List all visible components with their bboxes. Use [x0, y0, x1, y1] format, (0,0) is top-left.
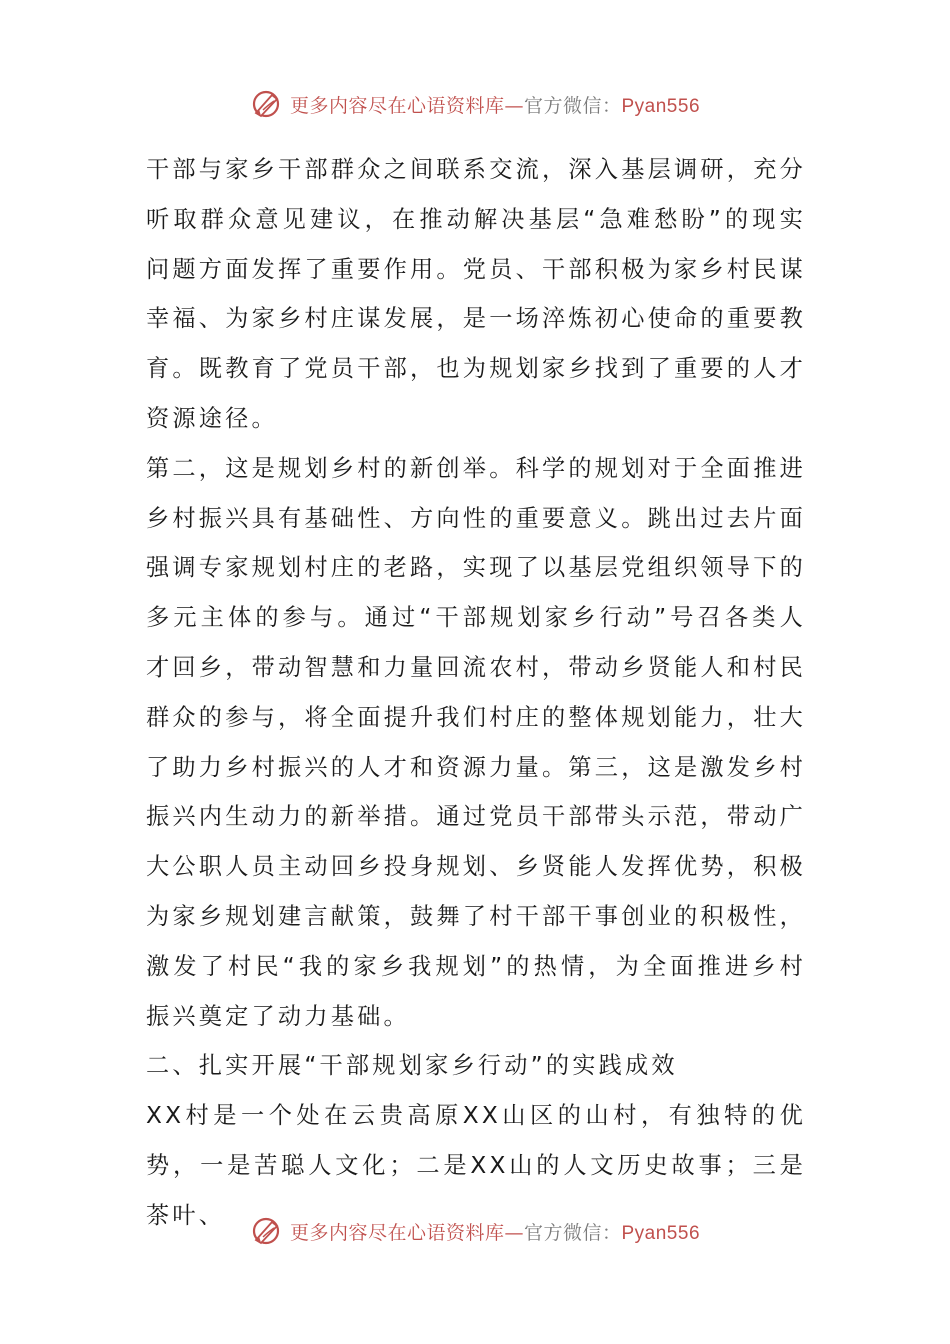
watermark-id: Pyan556 [621, 1222, 701, 1244]
pen-logo-icon [250, 87, 284, 121]
header-watermark [0, 84, 950, 124]
watermark-dash: — [504, 94, 524, 117]
watermark-text [290, 1218, 700, 1245]
watermark-text [290, 91, 700, 118]
watermark-id: Pyan556 [621, 95, 701, 117]
section-heading: 二、扎实开展“干部规划家乡行动”的实践成效 [146, 1052, 678, 1080]
watermark-main: 更多内容尽在心语资料库 [289, 94, 505, 117]
watermark-dash: — [504, 1221, 524, 1244]
document-body [146, 145, 806, 1241]
paragraph: 干部与家乡干部群众之间联系交流，深入基层调研，充分听取群众意见建议，在推动解决基层“急难愁盼”的现实问题方面发挥了重要作用。党员、干部积极为家乡村民谋幸福、为家乡村庄谋发展，是一场淬炼初心使命的重要教育。既教育了党员干部，也为规划家乡找到了重要的人才资源途径。 [146, 156, 806, 432]
paragraph: 第二，这是规划乡村的新创举。科学的规划对于全面推进乡村振兴具有基础性、方向性的重要意义。跳出过去片面强调专家规划村庄的老路，实现了以基层党组织领导下的多元主体的参与。通过“干部规划家乡行动”号召各类人才回乡，带动智慧和力量回流农村，带动乡贤能人和村民群众的参与，将全面提升我们村庄的整体规划能力，壮大了助力乡村振兴的人才和资源力量。第三，这是激发乡村振兴内生动力的新举措。通过党员干部带头示范，带动广大公职人员主动回乡投身规划、乡贤能人发挥优势，积极为家乡规划建言献策，鼓舞了村干部干事创业的积极性，激发了村民“我的家乡我规划”的热情，为全面推进乡村振兴奠定了动力基础。 [146, 454, 806, 1030]
paragraph: XX村是一个处在云贵高原XX山区的山村，有独特的优势，一是苦聪人文化；二是XX山的人文历史故事；三是茶叶、 [146, 1102, 806, 1229]
footer-watermark [0, 1211, 950, 1251]
watermark-main: 更多内容尽在心语资料库 [289, 1221, 505, 1244]
pen-logo-icon [250, 1214, 284, 1248]
watermark-official: 官方微信： [523, 1221, 622, 1244]
watermark-official: 官方微信： [523, 94, 622, 117]
